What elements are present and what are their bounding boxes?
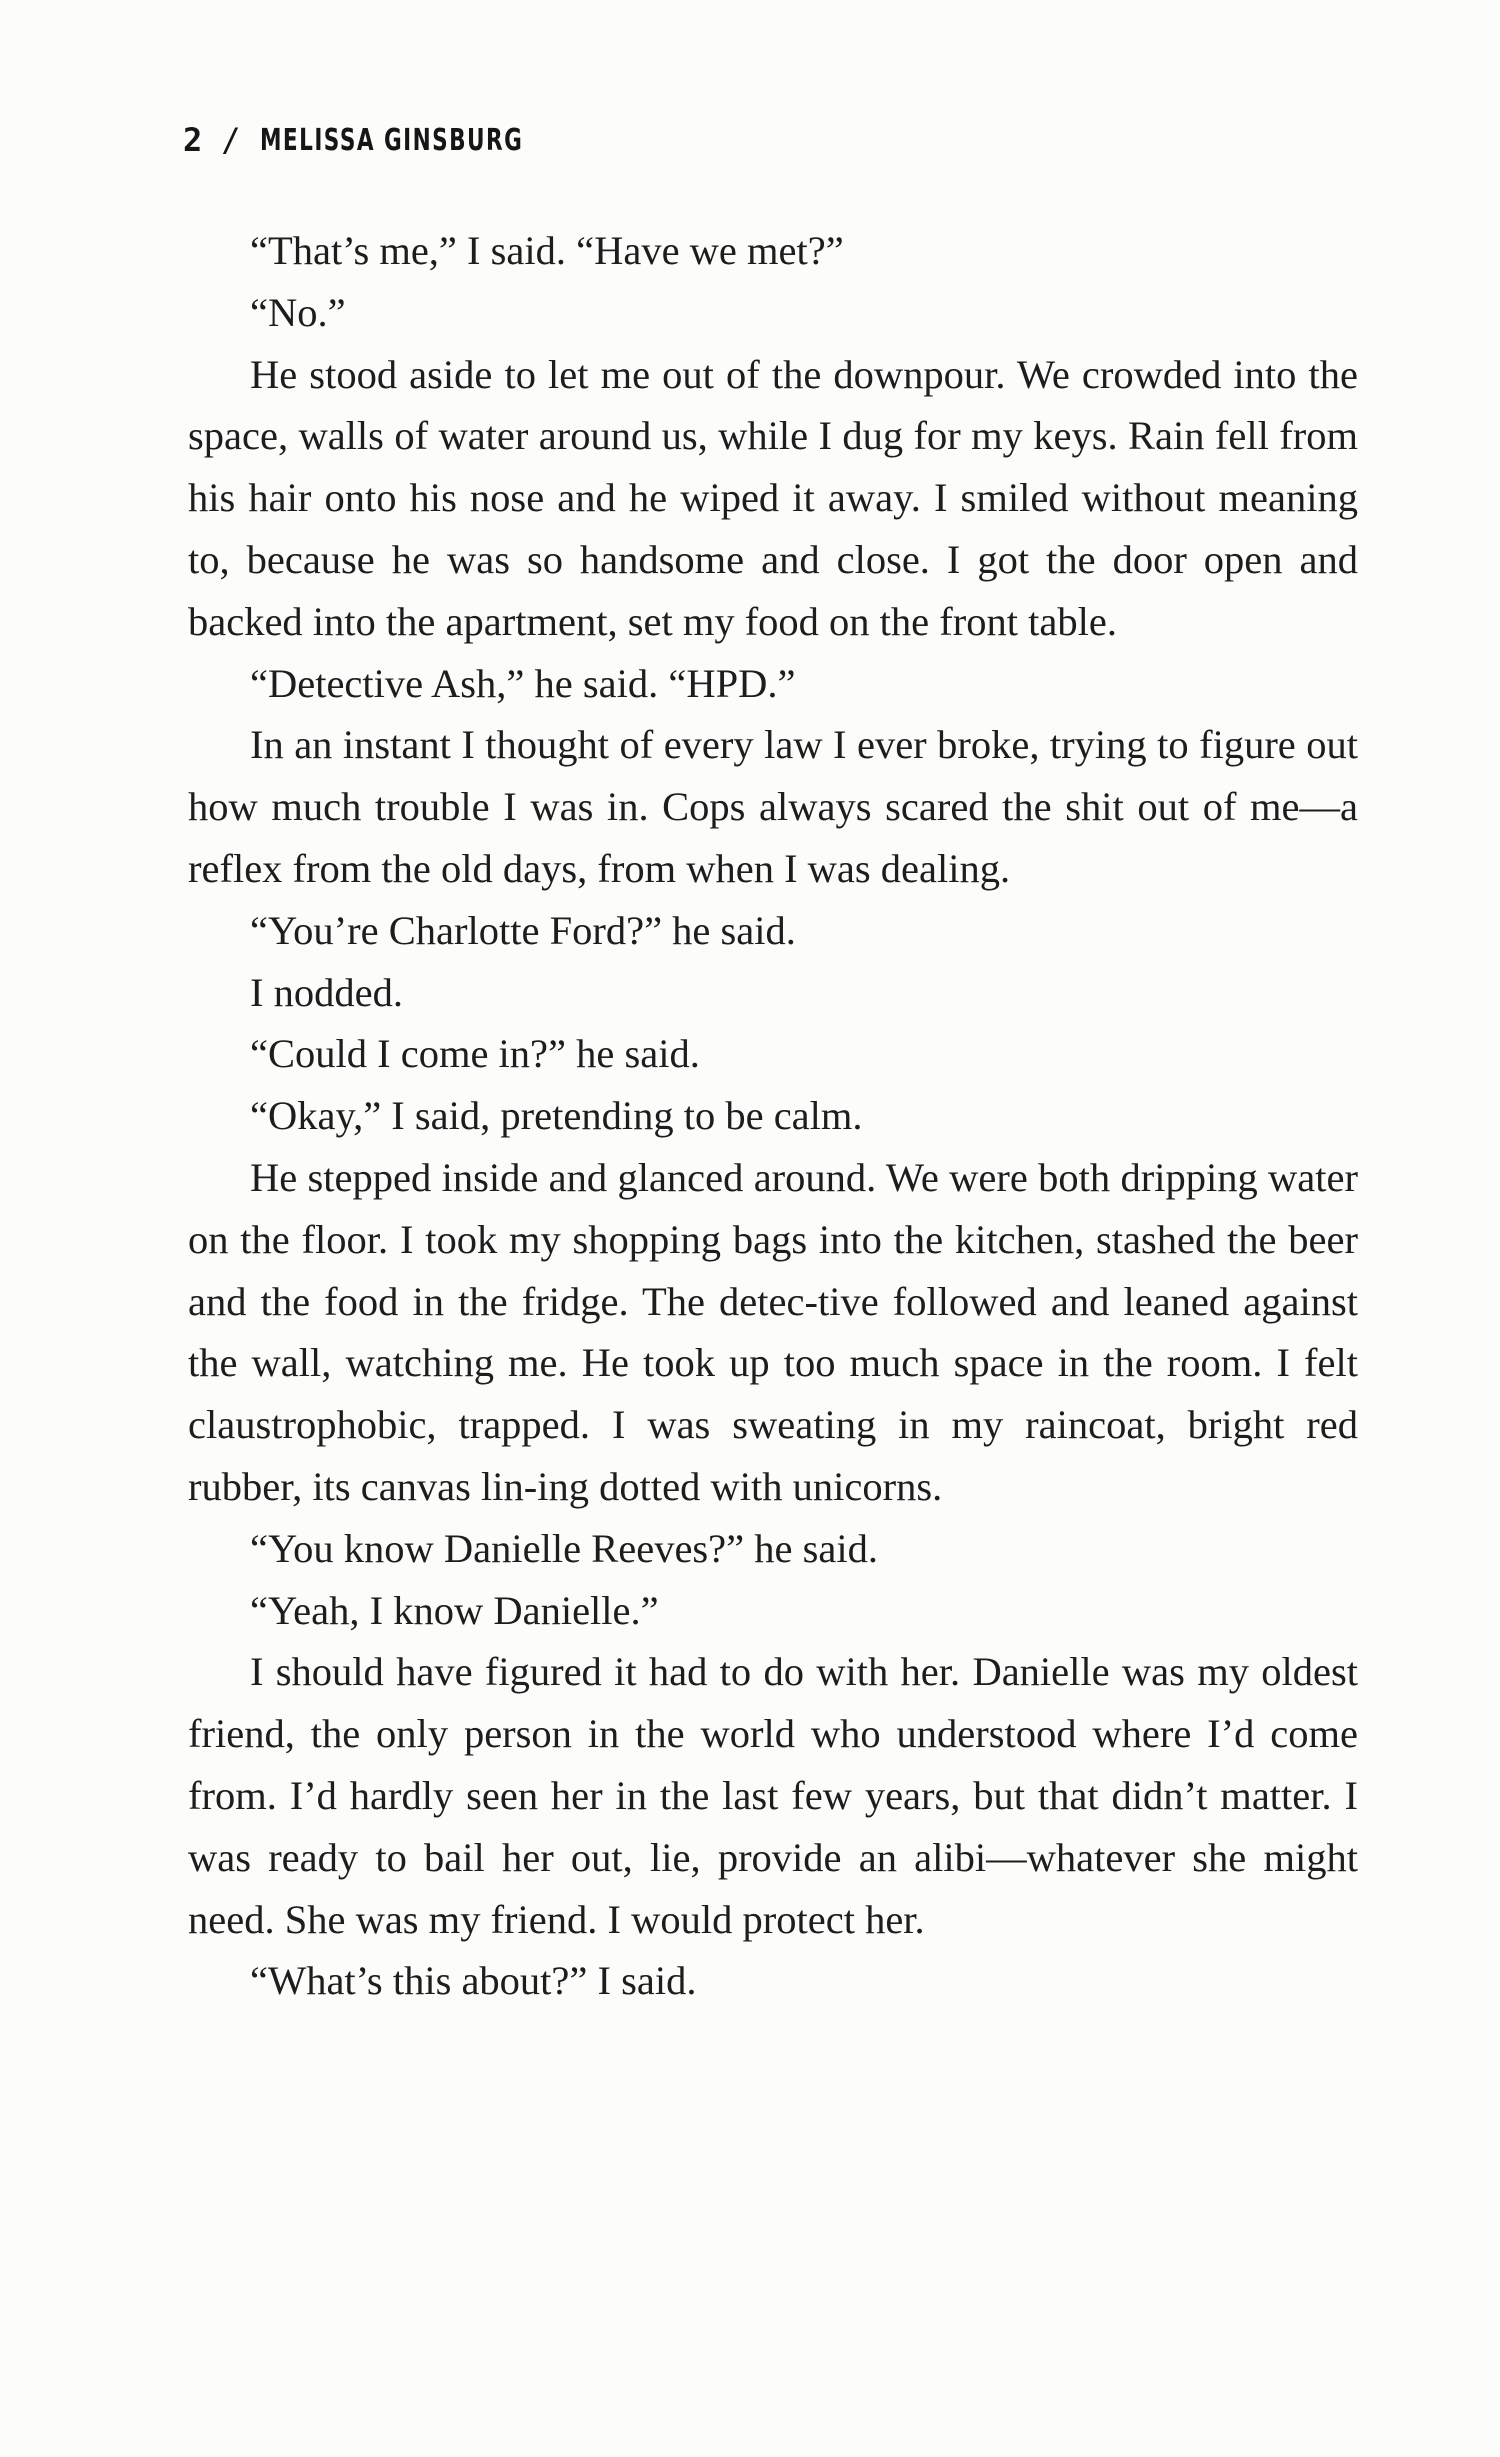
paragraph: “That’s me,” I said. “Have we met?”	[250, 228, 844, 273]
paragraph: “No.”	[250, 289, 346, 335]
paragraph: “Could I come in?” he said.	[250, 1031, 700, 1077]
paragraph: “What’s this about?” I said.	[250, 1958, 697, 2004]
paragraph: “Detective Ash,” he said. “HPD.”	[250, 660, 796, 706]
paragraph: He stood aside to let me out of the downpour. We crowded into the space, walls of water around us, while I dug for my keys. Rain fell from his hair onto his nose and he wiped it away. I smiled without meaning to, because he was so handsome and close. I got the door open and backed into the apartment, set my food on the front table.	[188, 351, 1358, 644]
paragraph: “You know Danielle Reeves?” he said.	[250, 1525, 878, 1571]
body-text	[188, 220, 1358, 2012]
paragraph: “Yeah, I know Danielle.”	[250, 1587, 659, 1633]
page-number: 2	[183, 121, 204, 159]
paragraph: I nodded.	[250, 969, 403, 1015]
paragraph: “Okay,” I said, pretending to be calm.	[250, 1093, 863, 1139]
author-name: MELISSA GINSBURG	[259, 122, 523, 158]
paragraph: I should have figured it had to do with her. Danielle was my oldest friend, the only person in the world who understood where I’d come from. I’d hardly seen her in the last few years, but that didn’t matter. I was ready to bail her out, lie, provide an alibi—whatever she might need. She was my friend. I would protect her.	[188, 1649, 1358, 1942]
running-head	[183, 118, 625, 162]
header-separator: /	[221, 121, 242, 159]
paragraph: He stepped inside and glanced around. We were both dripping water on the floor. I took my shopping bags into the kitchen, stashed the beer and the food in the fridge. The detec-tive followed and leaned against the wall, watching me. He took up too much space in the room. I felt claustrophobic, trapped. I was sweating in my raincoat, bright red rubber, its canvas lin-ing dotted with unicorns.	[188, 1154, 1358, 1509]
paragraph: In an instant I thought of every law I ever broke, trying to figure out how much trouble I was in. Cops always scared the shit out of me—a reflex from the old days, from when I was dealing.	[188, 722, 1358, 891]
paragraph: “You’re Charlotte Ford?” he said.	[250, 907, 796, 953]
